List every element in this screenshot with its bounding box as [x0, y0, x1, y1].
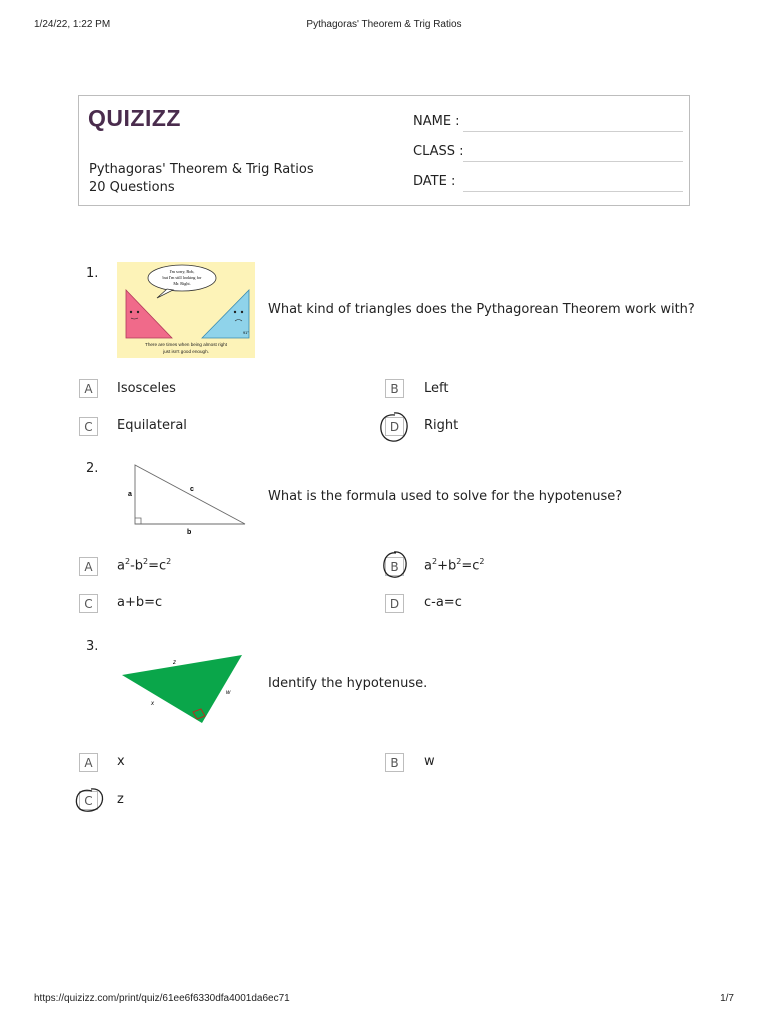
q1-left-eye	[137, 311, 139, 313]
q1-option-a-box[interactable]: A	[79, 379, 98, 398]
q2-option-b-box[interactable]: B	[385, 557, 404, 576]
question-3-image	[117, 645, 255, 727]
q3-label-x: x	[151, 701, 154, 707]
print-page-number: 1/7	[720, 993, 734, 1004]
q2-a-exp-1: 2	[124, 557, 131, 566]
date-line	[463, 191, 683, 192]
quiz-title: Pythagoras' Theorem & Trig Ratios	[89, 162, 314, 177]
q3-label-z: z	[173, 660, 176, 666]
q2-option-a-text[interactable]	[117, 557, 171, 573]
q1-option-d-text[interactable]: Right	[424, 418, 459, 433]
print-url[interactable]: https://quizizz.com/print/quiz/61ee6f6330dfa4001da6ec71	[34, 993, 290, 1004]
quizizz-logo: QUIZIZZ	[88, 105, 181, 131]
q2-answer-circle-mark	[380, 549, 410, 581]
class-line	[463, 161, 683, 162]
question-count: 20 Questions	[89, 180, 175, 195]
date-field[interactable]	[413, 172, 683, 194]
q1-speech-line-1: I'm sorry, Bob,	[169, 269, 195, 274]
q3-pen-circle	[76, 789, 102, 811]
q2-triangle	[135, 465, 245, 524]
q3-option-a-text[interactable]: x	[117, 754, 125, 769]
question-1-image	[117, 262, 255, 358]
date-label: DATE :	[413, 174, 456, 189]
q2-b-exp-2: 2	[456, 557, 462, 566]
q2-right-angle-mark	[135, 518, 141, 524]
class-field[interactable]	[413, 142, 683, 164]
print-header	[34, 19, 734, 31]
q1-option-d-box[interactable]: D	[385, 417, 404, 436]
q2-a-term-1: a	[117, 558, 125, 574]
q2-a-exp-2: 2	[143, 557, 149, 566]
q3-green-triangle	[122, 655, 242, 723]
q1-speech-line-3: Mr. Right.	[173, 281, 191, 286]
name-line	[463, 131, 683, 132]
print-datetime: 1/24/22, 1:22 PM	[34, 19, 111, 30]
q2-option-a-box[interactable]: A	[79, 557, 98, 576]
class-label: CLASS :	[413, 144, 464, 159]
q1-right-eye	[241, 311, 243, 313]
q1-caption-line-1: There are times when being almost right	[145, 342, 227, 347]
q3-option-b-text[interactable]: w	[424, 754, 435, 769]
question-2-number: 2.	[86, 461, 99, 476]
q2-a-term-3: =c	[148, 558, 167, 574]
q2-option-c-text[interactable]: a+b=c	[117, 595, 163, 610]
question-3-text: Identify the hypotenuse.	[268, 676, 428, 691]
q3-label-w: w	[226, 690, 231, 696]
q1-option-b-box[interactable]: B	[385, 379, 404, 398]
q3-answer-circle-mark	[73, 785, 107, 815]
q1-pen-circle	[381, 413, 407, 441]
q2-b-term-1: a	[424, 558, 432, 574]
q1-option-a-text[interactable]: Isosceles	[117, 381, 176, 396]
q1-option-b-text[interactable]: Left	[424, 381, 449, 396]
q2-b-term-2: +b	[437, 558, 457, 574]
question-2-text: What is the formula used to solve for the hypotenuse?	[268, 489, 623, 504]
q2-label-c: c	[190, 486, 194, 493]
q2-b-exp-3: 2	[479, 557, 485, 566]
q1-caption-line-2: just isn't good enough.	[163, 349, 209, 354]
question-1-text: What kind of triangles does the Pythagorean Theorem work with?	[268, 302, 695, 317]
question-3-number: 3.	[86, 639, 99, 654]
print-doc-title: Pythagoras' Theorem & Trig Ratios	[306, 19, 462, 30]
q2-b-term-3: =c	[461, 558, 480, 574]
quiz-header-box	[78, 95, 690, 206]
print-footer	[34, 993, 734, 1005]
q2-a-term-2: -b	[130, 558, 144, 574]
q1-left-eye	[130, 311, 132, 313]
q2-pen-circle	[384, 552, 406, 577]
q2-a-exp-3: 2	[166, 557, 172, 566]
q3-option-c-box[interactable]: C	[79, 791, 98, 810]
q2-option-d-box[interactable]: D	[385, 594, 404, 613]
q3-option-a-box[interactable]: A	[79, 753, 98, 772]
q1-answer-circle-mark	[378, 410, 410, 444]
q2-label-b: b	[187, 529, 192, 536]
q2-option-b-text[interactable]	[424, 557, 484, 573]
q1-speech-line-2: but I'm still looking for	[162, 275, 202, 280]
q1-option-c-text[interactable]: Equilateral	[117, 418, 187, 433]
q1-right-eye	[234, 311, 236, 313]
q1-angle-label: 91°	[243, 331, 249, 335]
q3-option-c-text[interactable]: z	[117, 792, 124, 807]
name-label: NAME :	[413, 114, 460, 129]
q3-option-b-box[interactable]: B	[385, 753, 404, 772]
question-1-number: 1.	[86, 266, 99, 281]
q2-option-d-text[interactable]: c-a=c	[424, 595, 462, 610]
q2-b-exp-1: 2	[431, 557, 438, 566]
q2-label-a: a	[128, 491, 132, 498]
name-field[interactable]	[413, 112, 683, 134]
question-2-image	[117, 458, 255, 536]
q2-option-c-box[interactable]: C	[79, 594, 98, 613]
q1-option-c-box[interactable]: C	[79, 417, 98, 436]
